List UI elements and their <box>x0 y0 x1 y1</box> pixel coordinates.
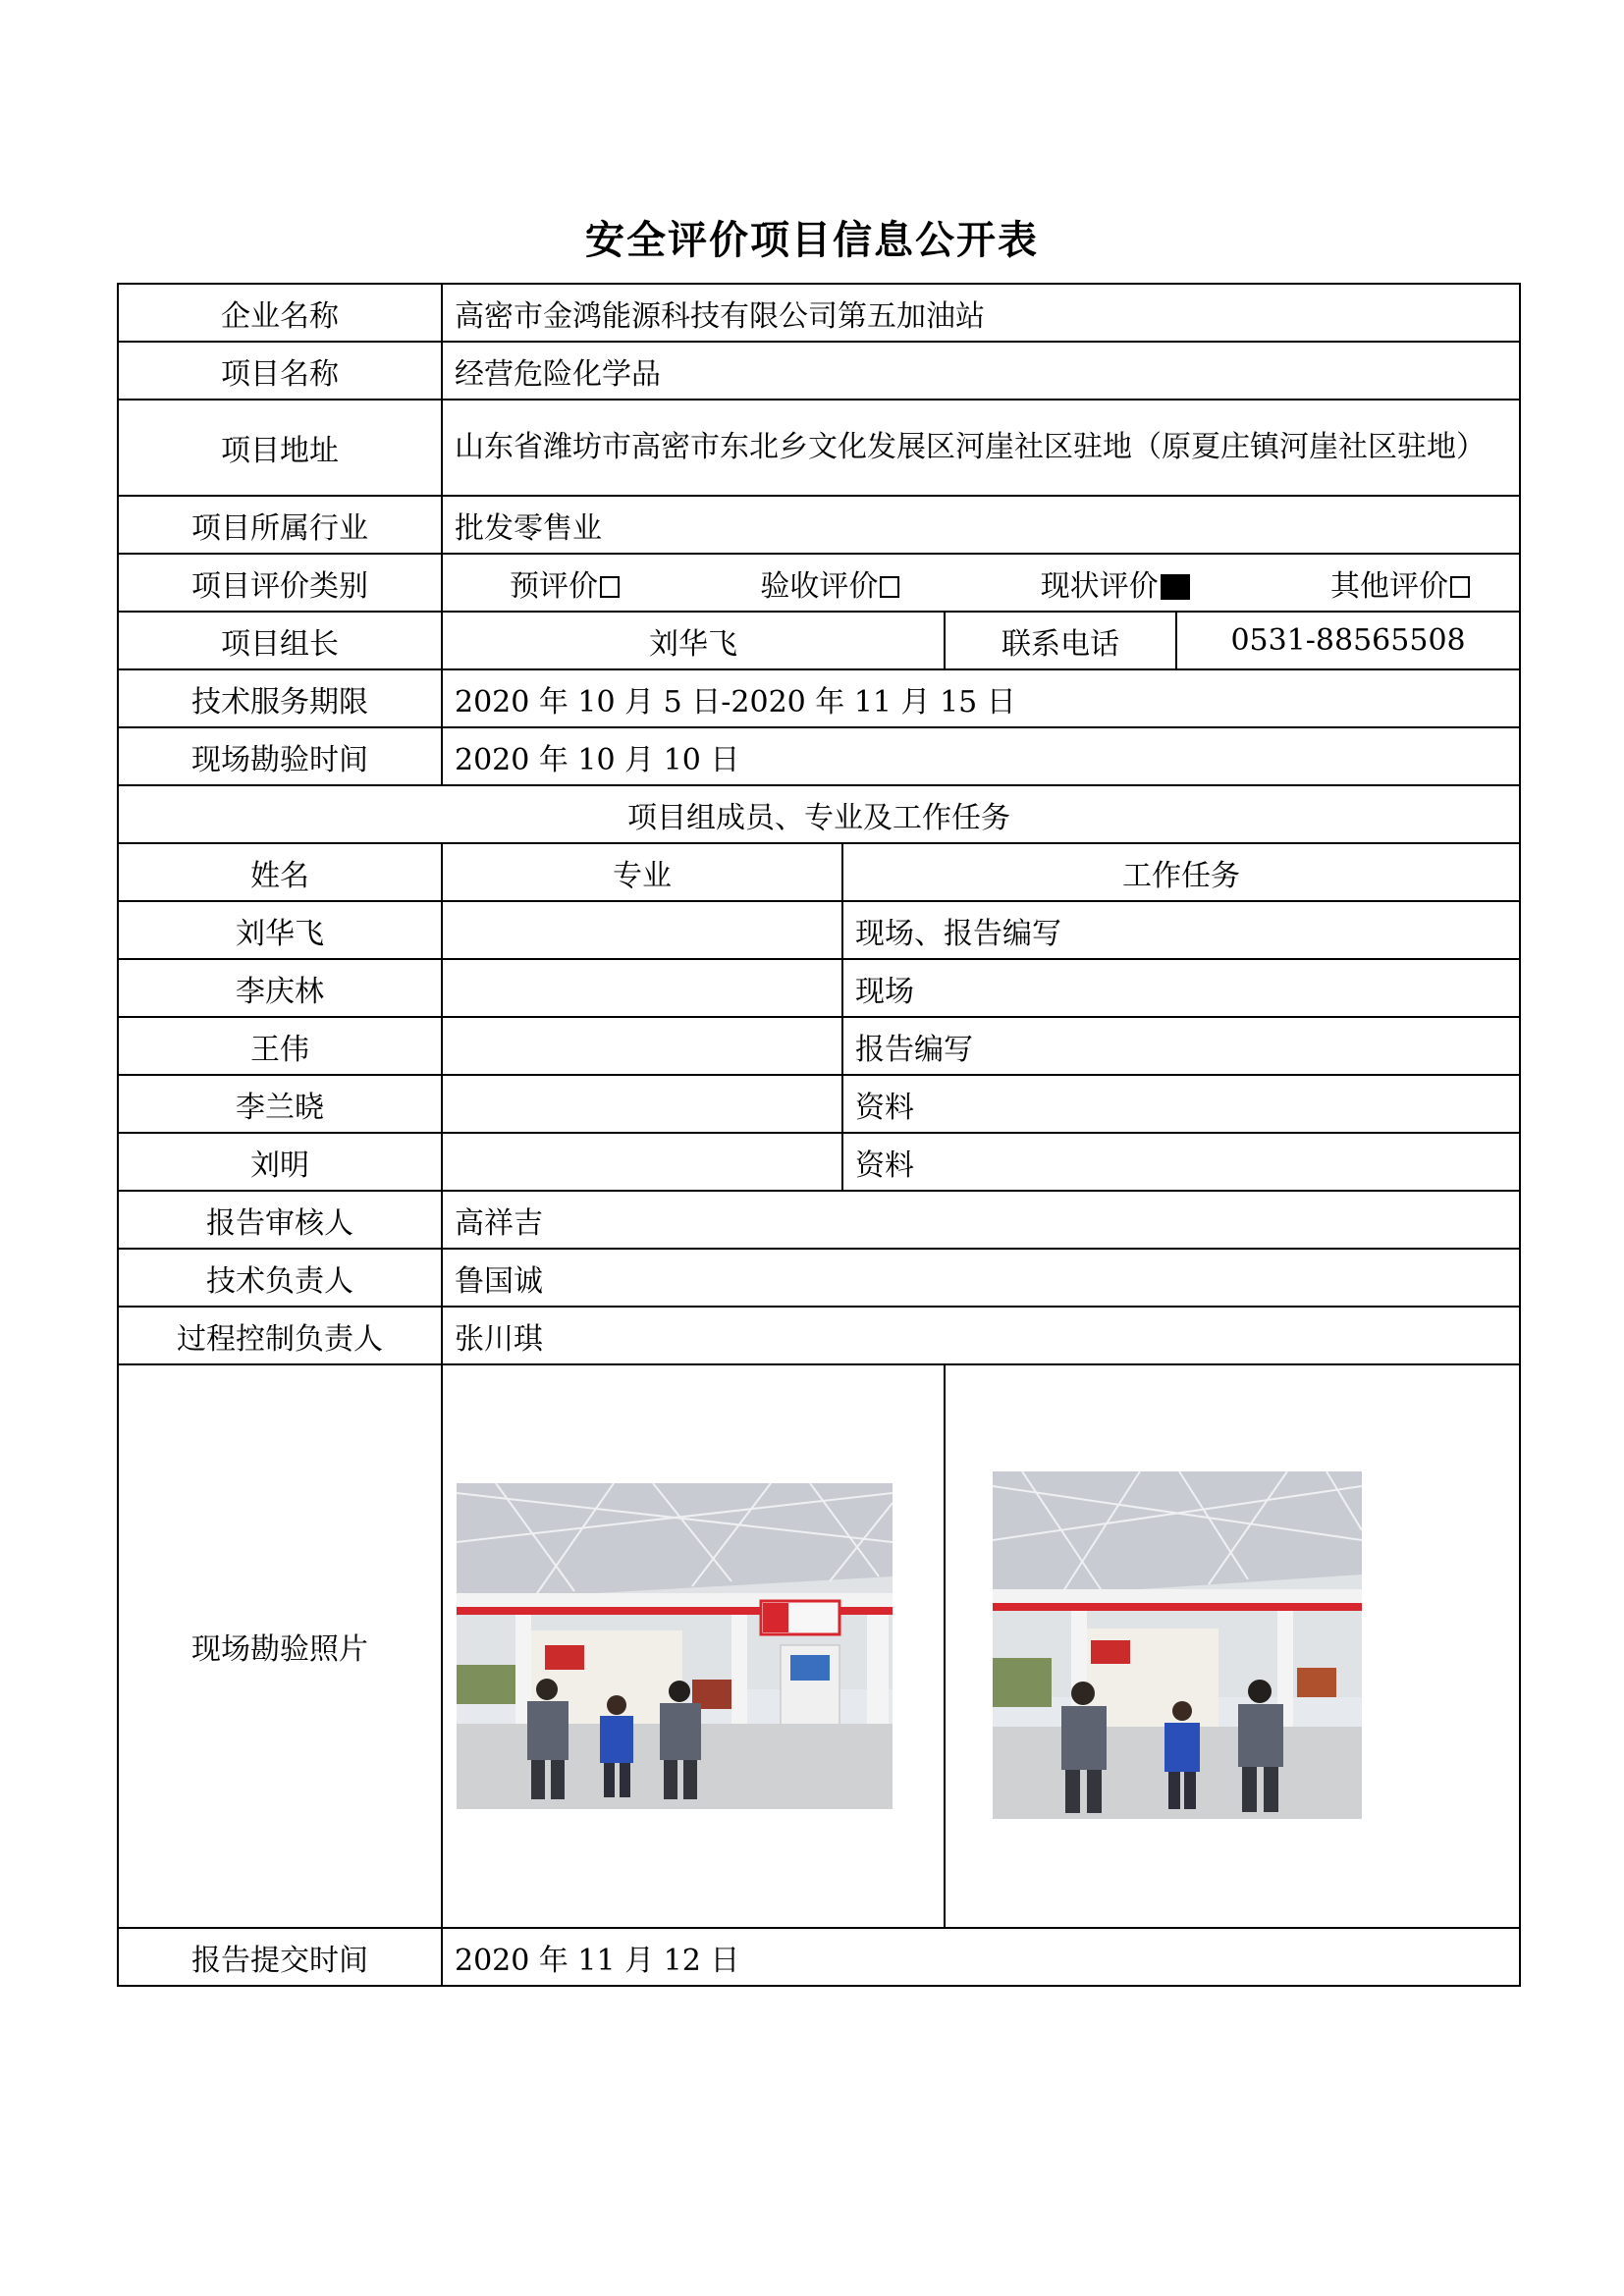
document-title: 安全评价项目信息公开表 <box>585 217 1039 263</box>
gas-station-photo-2 <box>993 1471 1362 1819</box>
row-leader <box>118 612 1520 669</box>
value-company: 高密市金鸿能源科技有限公司第五加油站 <box>442 284 1520 342</box>
value-reviewer: 高祥吉 <box>442 1191 1520 1249</box>
value-project-name: 经营危险化学品 <box>442 342 1520 400</box>
label-phone: 联系电话 <box>945 612 1176 669</box>
member-row <box>118 901 1520 959</box>
member-task: 报告编写 <box>842 1017 1520 1075</box>
label-reviewer: 报告审核人 <box>118 1191 442 1249</box>
member-name: 刘华飞 <box>118 901 442 959</box>
row-submit-time <box>118 1928 1520 1986</box>
category-options <box>442 554 1520 612</box>
member-major <box>442 1017 842 1075</box>
member-task: 现场、报告编写 <box>842 901 1520 959</box>
option-pre-eval[interactable]: 预评价 <box>510 561 620 605</box>
label-address: 项目地址 <box>118 400 442 496</box>
row-reviewer <box>118 1191 1520 1249</box>
info-table <box>117 283 1521 1987</box>
member-major <box>442 901 842 959</box>
member-name: 李兰晓 <box>118 1075 442 1133</box>
member-row <box>118 959 1520 1017</box>
photo-cell-2 <box>945 1364 1520 1928</box>
label-process-lead: 过程控制负责人 <box>118 1307 442 1364</box>
value-address: 山东省潍坊市高密市东北乡文化发展区河崖社区驻地（原夏庄镇河崖社区驻地） <box>442 400 1520 496</box>
option-acceptance-eval[interactable]: 验收评价 <box>760 561 899 605</box>
label-survey-time: 现场勘验时间 <box>118 727 442 785</box>
member-name: 王伟 <box>118 1017 442 1075</box>
checkbox-empty-icon <box>1450 576 1470 598</box>
label-industry: 项目所属行业 <box>118 496 442 554</box>
value-leader: 刘华飞 <box>442 612 945 669</box>
label-category: 项目评价类别 <box>118 554 442 612</box>
row-service-period <box>118 669 1520 727</box>
option-other-eval[interactable]: 其他评价 <box>1330 561 1470 605</box>
value-phone: 0531-88565508 <box>1176 612 1520 669</box>
member-task: 现场 <box>842 959 1520 1017</box>
value-survey-time: 2020 年 10 月 10 日 <box>442 727 1520 785</box>
member-name: 李庆林 <box>118 959 442 1017</box>
member-name: 刘明 <box>118 1133 442 1191</box>
value-submit-time: 2020 年 11 月 12 日 <box>442 1928 1520 1986</box>
member-row <box>118 1017 1520 1075</box>
row-process-lead <box>118 1307 1520 1364</box>
member-major <box>442 1075 842 1133</box>
checkbox-filled-icon <box>1161 574 1190 600</box>
row-industry <box>118 496 1520 554</box>
row-category <box>118 554 1520 612</box>
row-tech-lead <box>118 1249 1520 1307</box>
label-company: 企业名称 <box>118 284 442 342</box>
value-service-period: 2020 年 10 月 5 日-2020 年 11 月 15 日 <box>442 669 1520 727</box>
photo-cell-1 <box>442 1364 945 1928</box>
header-name: 姓名 <box>118 843 442 901</box>
row-address <box>118 400 1520 496</box>
member-row <box>118 1133 1520 1191</box>
member-row <box>118 1075 1520 1133</box>
members-section-title: 项目组成员、专业及工作任务 <box>118 785 1520 843</box>
label-tech-lead: 技术负责人 <box>118 1249 442 1307</box>
checkbox-empty-icon <box>880 576 899 598</box>
value-tech-lead: 鲁国诚 <box>442 1249 1520 1307</box>
member-task: 资料 <box>842 1133 1520 1191</box>
label-project-name: 项目名称 <box>118 342 442 400</box>
row-company <box>118 284 1520 342</box>
member-major <box>442 959 842 1017</box>
header-task: 工作任务 <box>842 843 1520 901</box>
label-submit-time: 报告提交时间 <box>118 1928 442 1986</box>
option-status-eval[interactable]: 现状评价 <box>1041 561 1190 605</box>
member-major <box>442 1133 842 1191</box>
label-photos: 现场勘验照片 <box>118 1364 442 1928</box>
site-photo-2 <box>993 1471 1362 1819</box>
row-members-header <box>118 843 1520 901</box>
row-photos <box>118 1364 1520 1928</box>
member-task: 资料 <box>842 1075 1520 1133</box>
value-industry: 批发零售业 <box>442 496 1520 554</box>
row-members-section <box>118 785 1520 843</box>
row-project-name <box>118 342 1520 400</box>
site-photo-1 <box>457 1483 893 1809</box>
gas-station-photo-1 <box>457 1483 893 1809</box>
label-service-period: 技术服务期限 <box>118 669 442 727</box>
value-process-lead: 张川琪 <box>442 1307 1520 1364</box>
checkbox-empty-icon <box>600 576 620 598</box>
row-survey-time <box>118 727 1520 785</box>
label-leader: 项目组长 <box>118 612 442 669</box>
header-major: 专业 <box>442 843 842 901</box>
